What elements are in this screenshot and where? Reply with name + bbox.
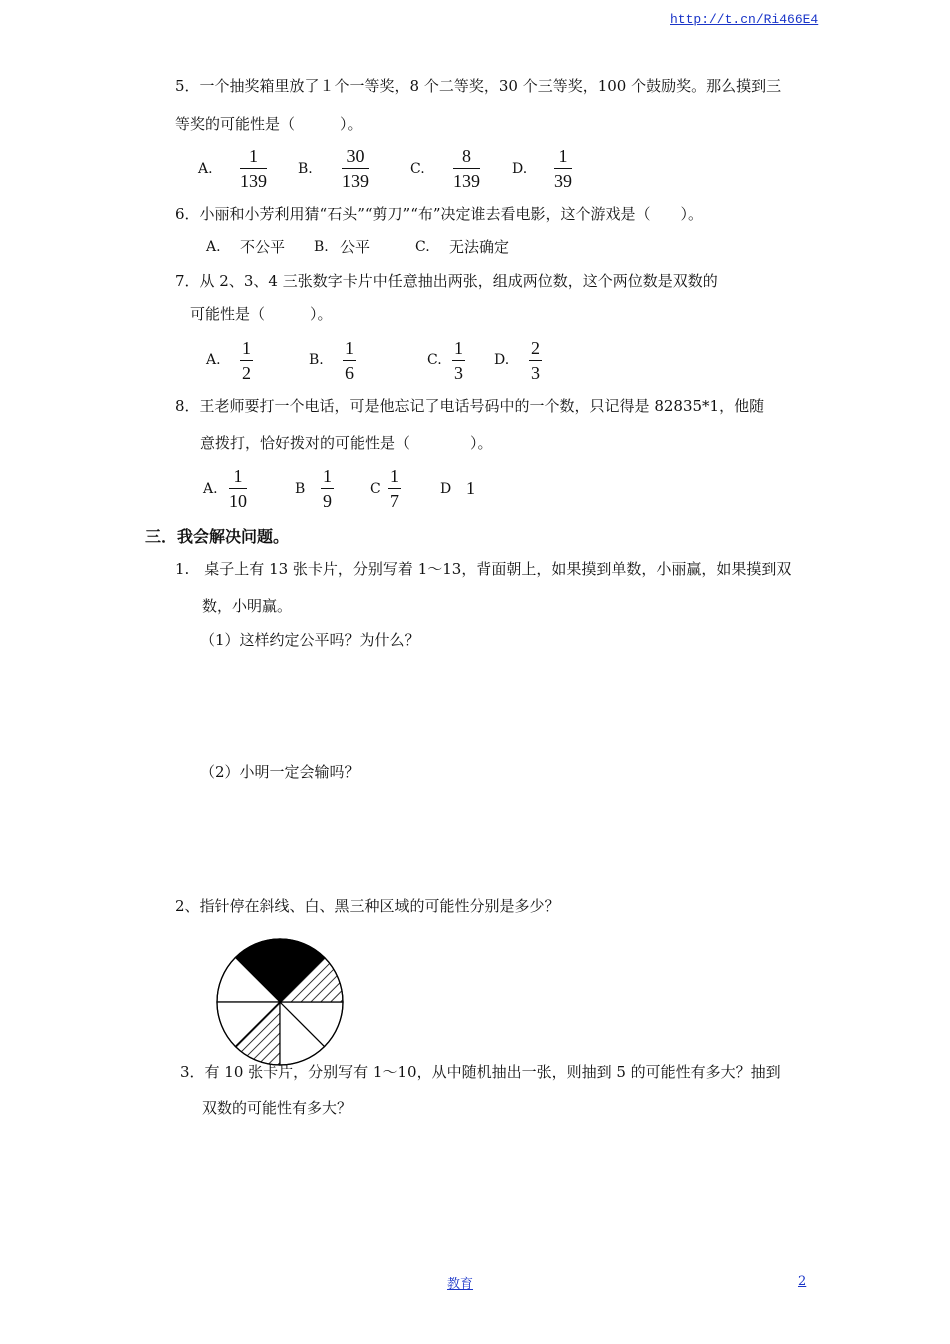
q8-option-d-value: 1 [466,478,475,498]
numerator: 1 [323,466,332,486]
numerator: 1 [249,146,258,166]
denominator: 3 [531,363,540,383]
p1-sub2: （2）小明一定会输吗？ [200,763,360,781]
q6-option-a-text: 不公平 [240,238,286,256]
q8-option-b-label: B [295,481,306,497]
q6-line1: 6．小丽和小芳利用猜“石头”“剪刀”“布”决定谁去看电影，这个游戏是（ ）。 [175,205,704,223]
q6-option-c-label: C. [415,239,430,255]
q8-option-a-fraction [229,466,247,511]
q7-option-c-label: C. [427,352,442,368]
numerator: 30 [346,146,365,166]
page-number: 2 [798,1274,807,1289]
numerator: 1 [454,338,463,358]
q7-option-d-label: D. [494,352,510,368]
p1-line1: 1. 桌子上有 13 张卡片，分别写着 1～13，背面朝上，如果摸到单数，小丽赢，如果摸到双 [175,560,792,578]
q7-option-d-fraction [529,338,542,383]
q5-option-b-fraction [342,146,369,191]
denominator: 139 [240,171,267,191]
q5-option-a-fraction [240,146,267,191]
denominator: 7 [390,491,399,511]
denominator: 3 [454,363,463,383]
q8-option-b-fraction [321,466,334,511]
numerator: 1 [242,338,251,358]
q5-option-a-label: A. [198,161,213,177]
p3-line1: 3．有 10 张卡片，分别写有 1～10，从中随机抽出一张，则抽到 5 的可能性有多大？抽到 [180,1063,781,1081]
numerator: 1 [558,146,568,166]
denominator: 39 [554,171,572,191]
q7-option-a-label: A. [206,352,221,368]
q6-option-b-label: B. [314,239,329,255]
p1-line2: 数，小明赢。 [202,597,293,615]
denominator: 6 [345,363,354,383]
q5-option-c-fraction [453,146,480,191]
denominator: 10 [229,491,247,511]
numerator: 1 [390,466,399,486]
p3-line2: 双数的可能性有多大？ [202,1099,353,1117]
header-link[interactable]: http://t.cn/Ri466E4 [670,12,819,27]
numerator: 8 [462,146,471,166]
footer-link[interactable]: 教育 [447,1277,474,1292]
q7-line2: 可能性是（ ）。 [190,305,333,323]
q8-line2: 意拨打，恰好拨对的可能性是（ ）。 [200,434,493,452]
q8-option-a-label: A. [203,481,218,497]
numerator: 1 [233,466,243,486]
q8-option-c-fraction [388,466,401,511]
denominator: 9 [323,491,332,511]
p2-line1: 2、指针停在斜线、白、黑三种区域的可能性分别是多少？ [175,897,560,915]
q5-option-b-label: B. [298,161,313,177]
q7-option-b-fraction [343,338,356,383]
q5-option-c-label: C. [410,161,425,177]
q8-option-d-label: D [440,481,452,497]
q6-option-b-text: 公平 [340,238,371,256]
denominator: 139 [342,171,369,191]
q6-option-a-label: A. [206,239,221,255]
q8-line1: 8．王老师要打一个电话，可是他忘记了电话号码中的一个数，只记得是 82835*1，他随 [175,397,765,415]
q5-line2: 等奖的可能性是（ ）。 [175,115,363,133]
q5-line1: 5．一个抽奖箱里放了１个一等奖，8 个二等奖，30 个三等奖，100 个鼓励奖。那么摸到三 [175,77,782,95]
q7-line1: 7．从 2、3、4 三张数字卡片中任意抽出两张，组成两位数，这个两位数是双数的 [175,272,718,290]
q5-option-d-fraction [554,146,572,191]
q7-option-c-fraction [452,338,465,383]
q7-option-a-fraction [240,338,253,383]
p1-sub1: （1）这样约定公平吗？为什么？ [200,631,420,649]
q7-option-b-label: B. [309,352,324,368]
q6-option-c-text: 无法确定 [449,238,510,256]
numerator: 1 [345,338,354,358]
numerator: 2 [531,338,540,358]
section3-title: 三．我会解决问题。 [145,527,290,546]
q5-option-d-label: D. [512,161,528,177]
denominator: 139 [453,171,480,191]
q8-option-c-label: C [370,481,381,497]
denominator: 2 [242,363,251,383]
spinner-diagram [210,934,350,1070]
